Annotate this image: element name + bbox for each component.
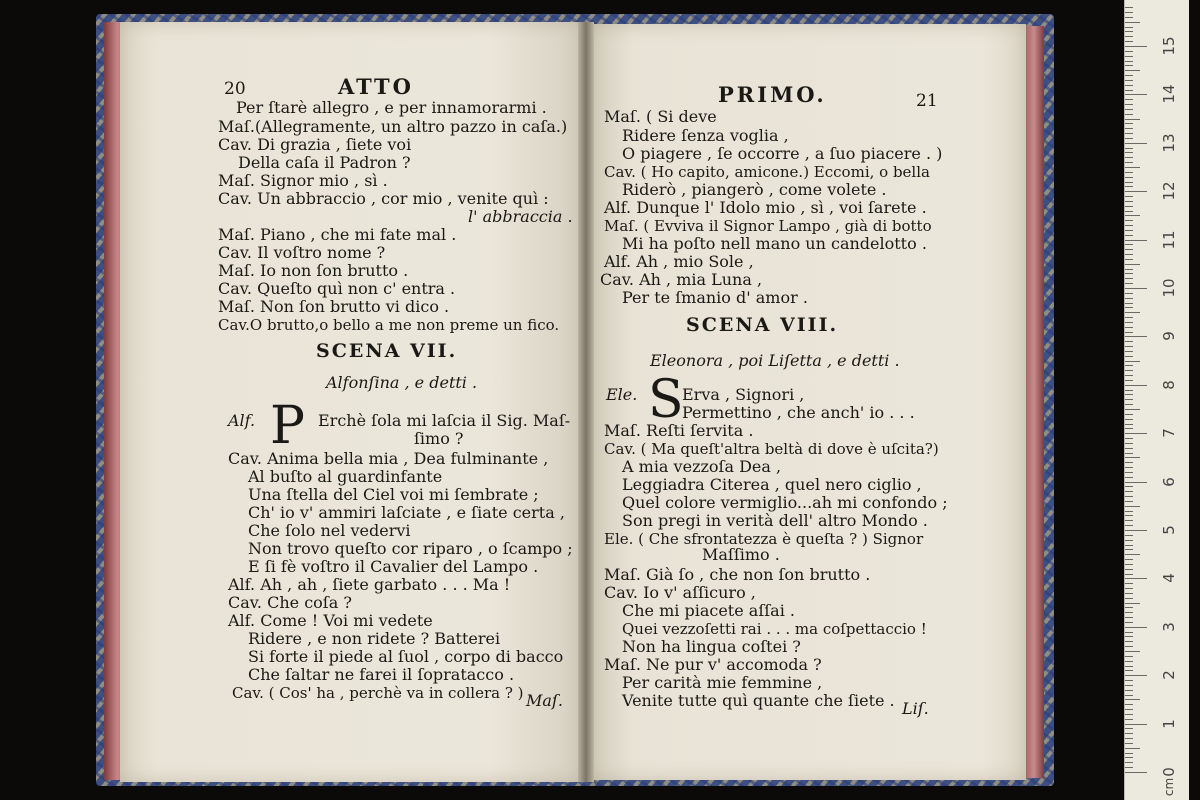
ruler-tick: [1125, 699, 1140, 700]
text-line: Riderò , piangerò , come volete .: [622, 180, 887, 199]
ruler-tick: [1125, 467, 1133, 468]
text-line: Cav. ( Ho capito, amicone.) Eccomi, o bella: [604, 163, 930, 181]
ruler-tick: [1125, 365, 1133, 366]
ruler-tick: [1125, 569, 1133, 570]
ruler-tick: [1125, 264, 1140, 265]
ruler-tick: [1125, 46, 1147, 47]
ruler-tick: [1125, 622, 1133, 623]
ruler-tick: [1125, 351, 1133, 352]
ruler-tick: [1125, 419, 1133, 420]
ruler-tick: [1125, 269, 1133, 270]
ruler-tick: [1125, 293, 1133, 294]
ruler-tick: [1125, 317, 1133, 318]
ruler-number: 0: [1160, 767, 1178, 777]
ruler-tick: [1125, 685, 1133, 686]
running-head: ATTO: [338, 74, 414, 99]
ruler-tick: [1125, 7, 1133, 8]
ruler-tick: [1125, 482, 1147, 483]
ruler-tick: [1125, 307, 1133, 308]
text-line: Maſ. ( Si deve: [604, 107, 717, 126]
text-line: Che mi piacete aſſai .: [622, 601, 795, 620]
ruler-tick: [1125, 211, 1133, 212]
ruler-tick: [1125, 99, 1133, 100]
text-line: Ridere ſenza voglia ,: [622, 126, 789, 145]
text-line: Non ha lingua coſtei ?: [622, 637, 801, 656]
ruler-tick: [1125, 104, 1133, 105]
ruler-number: 7: [1160, 428, 1178, 438]
ruler-tick: [1125, 603, 1140, 604]
text-line: ſimo ?: [414, 429, 464, 448]
ruler-tick: [1125, 738, 1133, 739]
ruler-tick: [1125, 394, 1133, 395]
ruler-tick: [1125, 530, 1147, 531]
scene-characters: Eleonora , poi Liſetta , e detti .: [650, 351, 900, 370]
text-line: Maſ. Signor mio , sì .: [218, 171, 388, 190]
ruler-tick: [1125, 196, 1133, 197]
ruler-tick: [1125, 535, 1133, 536]
ruler-tick: [1125, 356, 1133, 357]
ruler-tick: [1125, 680, 1133, 681]
ruler-tick: [1125, 31, 1133, 32]
ruler-tick: [1125, 462, 1133, 463]
ruler-tick: [1125, 762, 1133, 763]
scene-characters: Alfonſina , e detti .: [326, 373, 478, 392]
ruler-tick: [1125, 636, 1133, 637]
ruler-tick: [1125, 273, 1133, 274]
ruler-tick: [1125, 728, 1133, 729]
ruler-number: 5: [1160, 525, 1178, 535]
ruler-tick: [1125, 525, 1133, 526]
text-line: Leggiadra Citerea , quel nero ciglio ,: [622, 475, 922, 494]
text-line: Per carità mie femmine ,: [622, 673, 823, 692]
ruler-tick: [1125, 41, 1133, 42]
ruler-tick: [1125, 433, 1147, 434]
ruler-tick: [1125, 22, 1140, 23]
text-line: Che ſolo nel vedervi: [248, 521, 411, 540]
text-line: Per te ſmanio d' amor .: [622, 288, 808, 307]
ruler-tick: [1125, 612, 1133, 613]
catchword: Maſ.: [526, 691, 563, 710]
ruler-tick: [1125, 375, 1133, 376]
ruler-tick: [1125, 322, 1133, 323]
ruler-tick: [1125, 453, 1133, 454]
ruler-tick: [1125, 85, 1133, 86]
ruler-tick: [1125, 564, 1133, 565]
text-line: O piagere , ſe occorre , a ſuo piacere . ): [622, 144, 943, 163]
text-line: Cav. ( Cos' ha , perchè va in collera ? ): [232, 684, 524, 702]
text-line: Alf. Come ! Voi mi vedete: [228, 611, 433, 630]
ruler-tick: [1125, 651, 1140, 652]
ruler-tick: [1125, 225, 1133, 226]
ruler-tick: [1125, 332, 1133, 333]
page-number: 21: [916, 91, 938, 111]
text-line: Una ſtella del Ciel voi mi ſembrate ;: [248, 485, 539, 504]
ruler-tick: [1125, 201, 1133, 202]
drop-cap: P: [270, 396, 305, 456]
text-line: Cav.O brutto,o bello a me non preme un fico.: [218, 316, 560, 334]
ruler-tick: [1125, 753, 1133, 754]
ruler-tick: [1125, 486, 1133, 487]
ruler-tick: [1125, 12, 1133, 13]
page-edge-right: [1024, 26, 1044, 778]
text-line: Alf. Dunque l' Idolo mio , sì , voi ſarete .: [604, 198, 927, 217]
ruler-tick: [1125, 399, 1133, 400]
speaker: Alf.: [228, 411, 256, 430]
ruler-tick: [1125, 278, 1133, 279]
text-line: Che ſaltar ne farei il ſopratacco .: [248, 665, 515, 684]
running-head: PRIMO.: [718, 82, 827, 107]
ruler-tick: [1125, 215, 1140, 216]
ruler-tick: [1125, 724, 1147, 725]
ruler-tick: [1125, 390, 1133, 391]
ruler-tick: [1125, 75, 1133, 76]
text-line: Cav. Ah , mia Luna ,: [600, 270, 763, 289]
text-line: Maſ.(Allegramente, un altro pazzo in caſa.): [218, 117, 568, 136]
ruler-unit: cm: [1162, 777, 1176, 797]
text-line: A mia vezzoſa Dea ,: [622, 457, 782, 476]
ruler-tick: [1125, 545, 1133, 546]
ruler-tick: [1125, 380, 1133, 381]
ruler-number: 14: [1160, 84, 1178, 104]
ruler-tick: [1125, 670, 1133, 671]
text-line: Cav. Il voſtro nome ?: [218, 243, 386, 262]
text-line: Maſ. ( Evviva il Signor Lampo , già di botto: [604, 217, 932, 235]
ruler-tick: [1125, 288, 1147, 289]
ruler-tick: [1125, 80, 1133, 81]
ruler-tick: [1125, 191, 1147, 192]
ruler-number: 2: [1160, 670, 1178, 680]
text-line: Quel colore vermiglio...ah mi confondo ;: [622, 493, 948, 512]
text-line: Maſ. Non ſon brutto vi dico .: [218, 297, 450, 316]
ruler-tick: [1125, 666, 1133, 667]
ruler-tick: [1125, 704, 1133, 705]
ruler-tick: [1125, 298, 1133, 299]
ruler-tick: [1125, 714, 1133, 715]
ruler-tick: [1125, 114, 1133, 115]
ruler-tick: [1125, 617, 1133, 618]
stage-direction: l' abbraccia .: [468, 207, 573, 226]
ruler-tick: [1125, 588, 1133, 589]
ruler-tick: [1125, 690, 1133, 691]
ruler-tick: [1125, 157, 1133, 158]
ruler-tick: [1125, 17, 1133, 18]
ruler-tick: [1125, 56, 1133, 57]
ruler-number: 4: [1160, 573, 1178, 584]
ruler-tick: [1125, 70, 1140, 71]
ruler-tick: [1125, 511, 1133, 512]
ruler-tick: [1125, 772, 1147, 773]
ruler-tick: [1125, 641, 1133, 642]
ruler-tick: [1125, 472, 1133, 473]
ruler-tick: [1125, 123, 1133, 124]
text-line: Cav. Anima bella mia , Dea fulminante ,: [228, 449, 549, 468]
ruler-tick: [1125, 627, 1147, 628]
ruler-tick: [1125, 109, 1133, 110]
ruler-tick: [1125, 133, 1133, 134]
text-line: Maſ. Già ſo , che non ſon brutto .: [604, 565, 871, 584]
ruler-tick: [1125, 385, 1147, 386]
ruler-tick: [1125, 90, 1133, 91]
ruler-tick: [1125, 593, 1133, 594]
text-line: Venite tutte quì quante che ſiete .: [622, 691, 895, 710]
catchword: Liſ.: [902, 699, 929, 718]
ruler-number: 1: [1160, 718, 1178, 729]
ruler-number: 10: [1160, 278, 1178, 298]
ruler-tick: [1125, 148, 1133, 149]
ruler-tick: [1125, 182, 1133, 183]
ruler-tick: [1125, 61, 1133, 62]
ruler-tick: [1125, 496, 1133, 497]
ruler-tick: [1125, 162, 1133, 163]
text-line: Cav. Un abbraccio , cor mio , venite quì :: [218, 189, 549, 208]
ruler-tick: [1125, 757, 1133, 758]
text-line: Erva , Signori ,: [682, 385, 805, 404]
ruler-tick: [1125, 414, 1133, 415]
ruler-tick: [1125, 240, 1147, 241]
measuring-ruler: [1124, 0, 1189, 800]
ruler-tick: [1125, 491, 1133, 492]
scene-title: SCENA VII.: [316, 340, 458, 362]
ruler-tick: [1125, 167, 1140, 168]
ruler-number: 9: [1160, 331, 1178, 342]
ruler-tick: [1125, 448, 1133, 449]
ruler-tick: [1125, 559, 1133, 560]
ruler-tick: [1125, 119, 1140, 120]
ruler-tick: [1125, 743, 1133, 744]
ruler-tick: [1125, 128, 1133, 129]
ruler-number: 15: [1160, 36, 1178, 56]
ruler-tick: [1125, 656, 1133, 657]
ruler-tick: [1125, 244, 1133, 245]
ruler-tick: [1125, 361, 1140, 362]
text-line: Maſ. Piano , che mi fate mal .: [218, 225, 457, 244]
text-line: Per ſtarè allegro , e per innamorarmi .: [236, 98, 547, 117]
ruler-tick: [1125, 327, 1133, 328]
ruler-tick: [1125, 438, 1133, 439]
ruler-number: 12: [1160, 181, 1178, 201]
ruler-tick: [1125, 254, 1133, 255]
ruler-tick: [1125, 578, 1147, 579]
ruler-tick: [1125, 346, 1133, 347]
text-line: Maſſimo .: [702, 545, 780, 564]
text-line: Al buſto al guardinfante: [248, 467, 443, 486]
ruler-tick: [1125, 661, 1133, 662]
ruler-tick: [1125, 709, 1133, 710]
ruler-tick: [1125, 598, 1133, 599]
ruler-number: 6: [1160, 476, 1178, 487]
text-line: Si forte il piede al ſuol , corpo di bacco: [248, 647, 564, 666]
ruler-tick: [1125, 748, 1140, 749]
ruler-tick: [1125, 235, 1133, 236]
ruler-tick: [1125, 36, 1133, 37]
ruler-tick: [1125, 443, 1133, 444]
ruler-tick: [1125, 303, 1133, 304]
ruler-tick: [1125, 695, 1133, 696]
ruler-tick: [1125, 477, 1133, 478]
ruler-tick: [1125, 501, 1133, 502]
ruler-tick: [1125, 312, 1140, 313]
text-line: Cav. Che coſa ?: [228, 593, 352, 612]
text-line: Ridere , e non ridete ? Batterei: [248, 629, 501, 648]
ruler-tick: [1125, 186, 1133, 187]
ruler-tick: [1125, 457, 1140, 458]
ruler-tick: [1125, 341, 1133, 342]
ruler-tick: [1125, 143, 1147, 144]
drop-cap: S: [648, 370, 684, 430]
ruler-tick: [1125, 249, 1133, 250]
ruler-tick: [1125, 259, 1133, 260]
ruler-tick: [1125, 370, 1133, 371]
ruler-number: 3: [1160, 622, 1178, 632]
ruler-tick: [1125, 554, 1140, 555]
ruler-tick: [1125, 719, 1133, 720]
text-line: Cav. Di grazia , ſiete voi: [218, 135, 412, 154]
ruler-tick: [1125, 230, 1133, 231]
ruler-tick: [1125, 632, 1133, 633]
ruler-tick: [1125, 646, 1133, 647]
ruler-tick: [1125, 177, 1133, 178]
text-line: Permettino , che anch' io . . .: [682, 403, 915, 422]
text-line: E ſi fè voſtro il Cavalier del Lampo .: [248, 557, 539, 576]
ruler-tick: [1125, 283, 1133, 284]
text-line: Cav. Queſto quì non c' entra .: [218, 279, 456, 298]
ruler-tick: [1125, 94, 1147, 95]
ruler-number: 11: [1160, 230, 1178, 250]
ruler-tick: [1125, 540, 1133, 541]
text-line: Ch' io v' ammiri laſciate , e ſiate certa ,: [248, 503, 565, 522]
ruler-tick: [1125, 220, 1133, 221]
ruler-tick: [1125, 520, 1133, 521]
ruler-tick: [1125, 336, 1147, 337]
ruler-tick: [1125, 506, 1140, 507]
ruler-tick: [1125, 549, 1133, 550]
text-line: Non trovo queſto cor riparo , o ſcampo ;: [248, 539, 573, 558]
text-line: Ele. ( Che sfrontatezza è queſta ? ) Signor: [604, 530, 924, 548]
ruler-tick: [1125, 172, 1133, 173]
speaker: Ele.: [606, 385, 638, 404]
scene-title: SCENA VIII.: [686, 314, 839, 336]
ruler-number: 13: [1160, 133, 1178, 153]
ruler-tick: [1125, 51, 1133, 52]
text-line: Cav. ( Ma queſt'altra beltà di dove è uſcita?): [604, 440, 939, 458]
text-line: Della caſa il Padron ?: [238, 153, 411, 172]
book-gutter: [578, 22, 594, 782]
ruler-tick: [1125, 404, 1133, 405]
ruler-tick: [1125, 583, 1133, 584]
ruler-tick: [1125, 607, 1133, 608]
text-line: Maſ. Reſti ſervita .: [604, 421, 754, 440]
text-line: Maſ. Io non ſon brutto .: [218, 261, 409, 280]
text-line: Son pregi in verità dell' altro Mondo .: [622, 511, 928, 530]
ruler-tick: [1125, 424, 1133, 425]
page-number: 20: [224, 79, 246, 99]
text-line: Alf. Ah , mio Sole ,: [604, 252, 754, 271]
ruler-tick: [1125, 27, 1133, 28]
ruler-tick: [1125, 733, 1133, 734]
ruler-tick: [1125, 515, 1133, 516]
text-line: Maſ. Ne pur v' accomoda ?: [604, 655, 822, 674]
ruler-tick: [1125, 152, 1133, 153]
text-line: Alf. Ah , ah , ſiete garbato . . . Ma !: [228, 575, 511, 594]
text-line: Cav. Io v' aſſicuro ,: [604, 583, 756, 602]
ruler-tick: [1125, 767, 1133, 768]
text-line: Quei vezzoſetti rai . . . ma coſpettaccio !: [622, 620, 927, 638]
ruler-tick: [1125, 206, 1133, 207]
ruler-tick: [1125, 675, 1147, 676]
ruler-tick: [1125, 65, 1133, 66]
ruler-tick: [1125, 428, 1133, 429]
ruler-tick: [1125, 409, 1140, 410]
ruler-tick: [1125, 574, 1133, 575]
text-line: Mi ha poſto nell mano un candelotto .: [622, 234, 927, 253]
ruler-number: 8: [1160, 380, 1178, 390]
text-line: Erchè ſola mi laſcia il Sig. Maſ-: [318, 411, 571, 430]
ruler-tick: [1125, 138, 1133, 139]
